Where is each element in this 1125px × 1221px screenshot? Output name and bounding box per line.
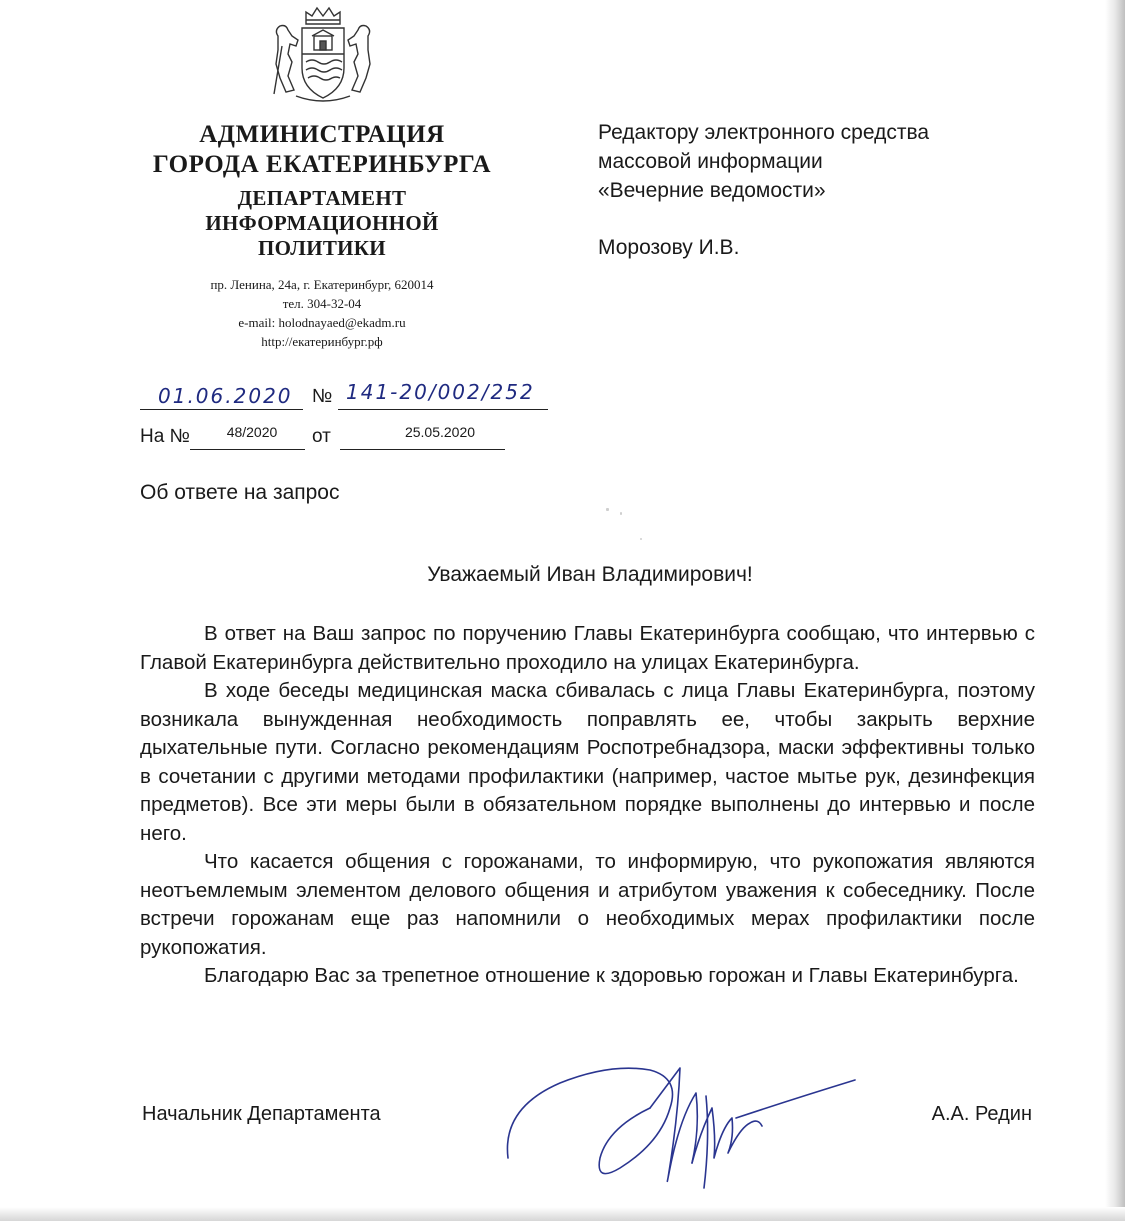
reference-label: На № bbox=[140, 426, 190, 447]
registration-row bbox=[140, 378, 580, 414]
scan-speck bbox=[640, 538, 642, 540]
address: пр. Ленина, 24а, г. Екатеринбург, 620014 bbox=[210, 277, 434, 292]
department-line1: ДЕПАРТАМЕНТ bbox=[237, 186, 407, 210]
scan-speck bbox=[606, 508, 609, 511]
registration-date: 01.06.2020 bbox=[158, 384, 293, 408]
reference-from-label: от bbox=[312, 426, 331, 447]
signatory-name: А.А. Редин bbox=[931, 1103, 1032, 1125]
page-edge-shadow-right bbox=[1105, 0, 1125, 1221]
org-name-line1: АДМИНИСТРАЦИЯ bbox=[199, 121, 445, 148]
body-paragraph: Благодарю Вас за трепетное отношение к здоровью горожан и Главы Екатеринбурга. bbox=[204, 964, 1019, 987]
email: e-mail: holodnayaed@ekadm.ru bbox=[238, 315, 406, 330]
contacts bbox=[132, 275, 512, 351]
reference-row bbox=[140, 418, 540, 454]
reference-date: 25.05.2020 bbox=[404, 424, 476, 440]
body-paragraph: Что касается общения с горожанами, то информирую, что рукопожатия являются неотъемлемым элементом делового общения и атрибутом уважения к собеседнику. После встречи горожанам еще раз напомнили о необходимых мерах профилактики после рукопожатия. bbox=[140, 850, 1035, 959]
letter-subject: Об ответе на запрос bbox=[140, 481, 340, 504]
registration-number: 141-20/002/252 bbox=[346, 380, 535, 404]
number-sign: № bbox=[312, 386, 333, 407]
addressee-line1: Редактору электронного средства bbox=[598, 121, 930, 144]
addressee-line2: массовой информации bbox=[598, 150, 823, 173]
signatory-position: Начальник Департамента bbox=[142, 1103, 381, 1125]
date-underline bbox=[140, 409, 303, 410]
reference-date-underline bbox=[340, 449, 505, 450]
phone: тел. 304-32-04 bbox=[282, 296, 362, 311]
handwritten-signature bbox=[500, 1048, 860, 1198]
addressee-block bbox=[598, 118, 1038, 262]
addressee-line3: «Вечерние ведомости» bbox=[598, 179, 826, 202]
department-line2: ИНФОРМАЦИОННОЙ bbox=[205, 211, 439, 235]
department-name bbox=[132, 186, 512, 261]
page-edge-shadow-bottom bbox=[0, 1207, 1125, 1221]
org-name-line2: ГОРОДА ЕКАТЕРИНБУРГА bbox=[152, 151, 492, 178]
letterhead bbox=[132, 120, 512, 351]
coat-of-arms-icon bbox=[268, 6, 378, 106]
addressee-name: Морозову И.В. bbox=[598, 236, 740, 259]
department-line3: ПОЛИТИКИ bbox=[258, 236, 386, 260]
body-paragraph: В ходе беседы медицинская маска сбивалась с лица Главы Екатеринбурга, поэтому возникала вынужденная необходимость поправлять ее, чтобы закрыть верхние дыхательные пути. Согласно рекомендациям Роспотребнадзора, маски эффективны только в сочетании с другими методами профилактики (например, частое мытье рук, дезинфекция предметов). Все эти меры были в обязательном порядке выполнены до интервью и после него. bbox=[140, 679, 1035, 845]
greeting: Уважаемый Иван Владимирович! bbox=[427, 563, 753, 586]
scan-speck bbox=[620, 512, 622, 515]
body-paragraph: В ответ на Ваш запрос по поручению Главы Екатеринбурга сообщаю, что интервью с Главой Екатеринбурга действительно проходило на улицах Екатеринбурга. bbox=[140, 622, 1035, 674]
reference-number-underline bbox=[190, 449, 305, 450]
reference-number: 48/2020 bbox=[226, 424, 278, 440]
letter-body bbox=[140, 620, 1035, 991]
website: http://екатеринбург.рф bbox=[261, 334, 383, 349]
number-underline bbox=[338, 409, 548, 410]
